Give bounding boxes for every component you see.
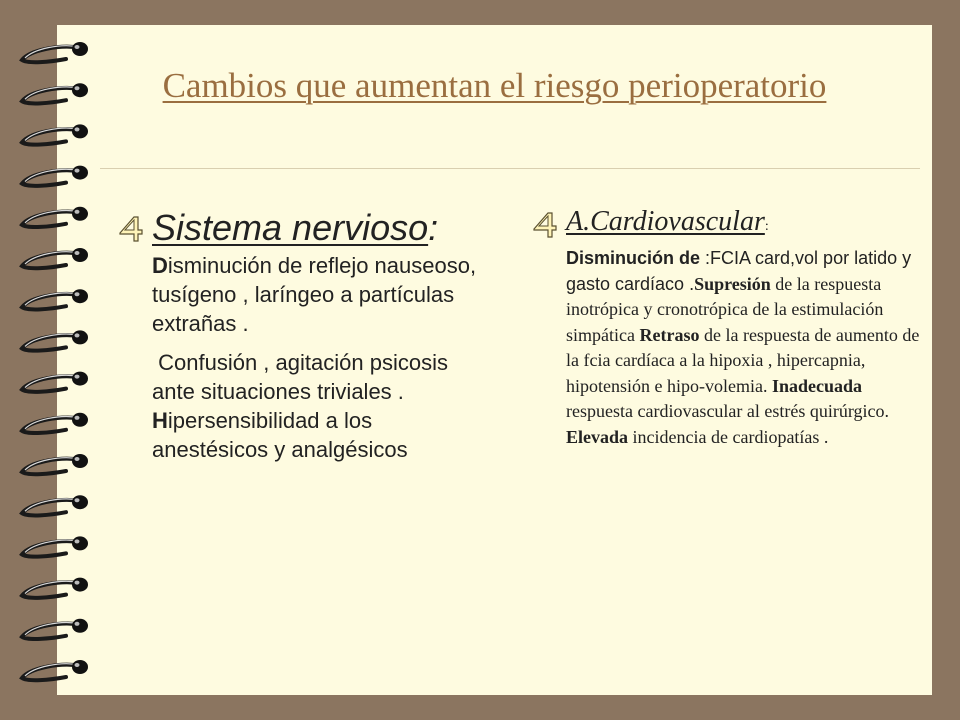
right-s2-bold: Supresión — [694, 273, 771, 294]
left-p2-initial-2: H — [152, 408, 168, 433]
spiral-binding-ring-icon — [22, 207, 88, 227]
bullet-4-icon — [530, 210, 560, 240]
spiral-binding-ring-icon — [22, 495, 88, 515]
spiral-binding-ring-icon — [22, 42, 88, 62]
spiral-binding-ring-icon — [22, 536, 88, 556]
left-paragraph-2 — [152, 348, 482, 464]
spiral-binding-ring-icon — [22, 330, 88, 350]
right-s4-bold: Inadecuada — [771, 375, 862, 396]
left-heading — [152, 205, 482, 251]
left-column — [152, 205, 482, 464]
left-heading-colon: : — [428, 207, 439, 248]
spiral-binding-ring-icon — [22, 578, 88, 598]
left-body — [152, 251, 482, 464]
right-s3-bold: Retraso — [639, 324, 700, 345]
right-s5-bold: Elevada — [566, 426, 629, 447]
right-s4-text: respuesta cardiovascular al estrés quirúrgico. — [566, 401, 890, 421]
spiral-binding-ring-icon — [22, 454, 88, 474]
bullet-4-icon — [116, 214, 146, 244]
spiral-binding-ring-icon — [22, 248, 88, 268]
left-heading-text: Sistema nervioso — [152, 207, 429, 248]
spiral-binding-ring-icon — [22, 166, 88, 186]
right-body — [566, 246, 926, 450]
right-heading-colon: : — [764, 219, 769, 234]
spiral-binding-ring-icon — [22, 124, 88, 144]
right-heading-text: A.Cardiovascular — [566, 206, 765, 237]
left-p2-initial: C — [158, 350, 175, 375]
right-s1-bold: Disminución de — [566, 248, 701, 268]
left-paragraph-1 — [152, 251, 482, 338]
right-column — [566, 203, 926, 450]
right-s3-text: de la respuesta de aumento de la fcia cardíaca a la hipoxia , hipercapnia, hipotensión e hipo-volemia. — [566, 324, 920, 396]
spiral-binding-ring-icon — [22, 413, 88, 433]
right-s5-text: incidencia de cardiopatías . — [628, 426, 829, 447]
left-p1-text: isminución de reflejo nauseoso, tusígeno , laríngeo a partículas extrañas . — [152, 253, 477, 336]
right-s2-text: de la respuesta inotrópica y cronotrópica de la estimulación simpática — [566, 273, 884, 345]
left-p1-initial: D — [152, 253, 168, 278]
right-s1-text: :FCIA card,vol por latido y gasto cardíaco . — [566, 248, 912, 294]
spiral-binding-ring-icon — [22, 372, 88, 392]
slide-title: Cambios que aumentan el riesgo perioperatorio — [162, 66, 827, 105]
right-heading — [566, 203, 926, 246]
left-p2-text-2: ipersensibilidad a los anestésicos y analgésicos — [152, 408, 408, 462]
spiral-binding-ring-icon — [22, 660, 88, 680]
spiral-binding-ring-icon — [22, 619, 88, 639]
spiral-binding — [0, 0, 110, 720]
title-divider — [100, 168, 920, 169]
spiral-binding-ring-icon — [22, 289, 88, 309]
left-p2-text: onfusión , agitación psicosis ante situaciones triviales . — [152, 350, 448, 404]
